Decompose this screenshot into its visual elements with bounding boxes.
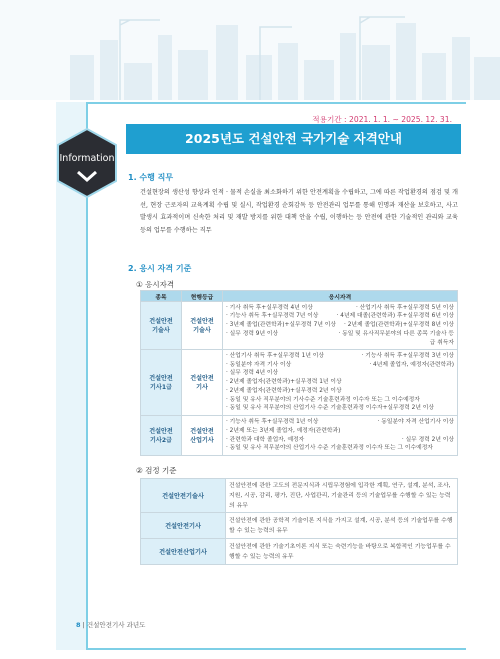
row-field: 건설안전 기사2급 (141, 416, 182, 456)
criteria-key: 건설안전기술사 (141, 479, 226, 513)
application-period: 적용기간 : 2021. 1. 1. ~ 2025. 12. 31. (312, 115, 452, 124)
row-field: 건설안전 기사1급 (141, 350, 182, 416)
table-row (141, 513, 458, 539)
page-title: 2025년도 건설안전 국가기술 자격안내 (185, 131, 402, 146)
qualification-item: · 산업기사 취득 후+실무경력 1년 이상 (226, 352, 324, 359)
section1-text: 건설현장의 생산성 향상과 인적 · 물적 손실을 최소화하기 위한 안전계획을 수립하고, 그에 따른 작업환경의 점검 및 개선, 현장 근로자의 교육계획 수립 및 실시, 작업환경 순회감독 등 안전관리 업무를 통해 인명과 재산을 보호하고, 사고 발생시 효과적이며 신속한 처리 및 재발 방지를 위한 대책 안을 수립, 이행하는 등 안전에 관한 기술적인 관리와 교육 등의 업무를 수행하는 직무 (140, 189, 458, 234)
qualification-item: · 동일분야 자격 기사 이상 (226, 361, 292, 368)
row-field: 건설안전 기술사 (141, 302, 182, 350)
qualification-item: · 실무 경력 4년 이상 (226, 370, 279, 377)
title-bar (126, 124, 461, 154)
footer-separator: | (80, 621, 87, 629)
qualification-item: · 2년제 졸업자(관련학과)+실무경력 1년 이상 (226, 379, 342, 386)
page-number: 8 (76, 621, 81, 629)
criteria-table (140, 478, 458, 565)
qualification-item: · 실무 경력 9년 이상 (226, 330, 279, 337)
qualification-item: · 4년제 졸업자, 예정자(관련학과) (369, 361, 454, 368)
row-grade: 건설안전 기사 (182, 350, 223, 416)
qualification-item: · 동일분야 자격 산업기사 이상 (377, 418, 454, 425)
qualification-item: · 2년제 졸업(관련학과)+실무경력 8년 이상 (344, 322, 454, 329)
row-qualifications (223, 302, 458, 350)
table-row (141, 416, 458, 456)
row-grade: 건설안전 산업기사 (182, 416, 223, 456)
qualification-item: · 기능사 취득 후+실무경력 1년 이상 (226, 418, 319, 425)
qualification-item: · 2년제 또는 3년제 졸업자, 예정자(관련학과) (226, 427, 341, 434)
qualification-item: · 4년제 대졸(관련학과) 후+실무경력 6년 이상 (336, 313, 454, 320)
header-qualification: 응시자격 (223, 291, 458, 302)
qualification-item: · 기능사 취득 후+실무경력 7년 이상 (226, 313, 319, 320)
qualification-item: 급 취득자 (429, 339, 454, 346)
criteria-value: 건설안전에 관한 고도의 전문지식과 시립무경험에 입각한 계획, 연구, 설계, 분석, 조사, 지원, 시공, 감리, 평가, 진단, 사업관리, 기술관리 등의 기술업무를 수행할 수 있는 능력의 유무 (226, 479, 458, 513)
qualification-item: · 동일 및 유사 직무분야의 산업기사 수준 기술훈련과정 이수자 또는 그 이수예정자 (226, 445, 433, 452)
qualification-item: · 기능사 취득 후+실무경력 3년 이상 (361, 352, 454, 359)
table-row (141, 479, 458, 513)
qualification-item: · 관련학과 대학 졸업자, 예정자 (226, 436, 305, 443)
qualification-item: · 동일 및 유사 직무분야의 산업기사 수준 기술훈련과정 이수자+실무경력 2년 이상 (226, 405, 435, 412)
qualification-item: · 동일 및 유사 직무분야의 기사수준 기술훈련과정 이수자 또는 그 이수예정자 (226, 396, 420, 403)
book-title: 건설안전기사 과년도 (86, 621, 146, 629)
header-grade: 현행등급 (182, 291, 223, 302)
row-grade: 건설안전 기술사 (182, 302, 223, 350)
row-qualifications (223, 350, 458, 416)
table-row (141, 350, 458, 416)
table-header-row (141, 291, 458, 302)
qualification-item: · 동일 및 유사직무분야의 다른 종목 기술사 등 (338, 330, 454, 337)
qualification-item: · 2년제 졸업자(관련학과)+실무경력 2년 이상 (226, 387, 342, 394)
criteria-key: 건설안전산업기사 (141, 539, 226, 565)
criteria-value: 건설안전에 관한 기술기초이론 지식 또는 숙련기능을 바탕으로 복합적인 기능업무를 수행할 수 있는 능력의 유무 (226, 539, 458, 565)
qualification-item: · 3년제 졸업(관련학과)+실무경력 7년 이상 (226, 322, 336, 329)
table-row (141, 302, 458, 350)
badge-label: Information (59, 153, 115, 164)
page-footer (76, 620, 145, 629)
header-field: 종목 (141, 291, 182, 302)
table-row (141, 539, 458, 565)
criteria-key: 건설안전기사 (141, 513, 226, 539)
qualification-table (140, 290, 458, 456)
cityscape-illustration (60, 15, 500, 100)
qualification-item: · 실무 경력 2년 이상 (401, 436, 454, 443)
section2-heading: 2. 응시 자격 기준 (128, 264, 192, 273)
section1-heading: 1. 수행 직무 (128, 173, 174, 182)
qualification-item: · 산업기사 취득 후+실무경력 5년 이상 (356, 304, 454, 311)
criteria-value: 건설안전에 관한 공학적 기술이론 지식을 가지고 설계, 시공, 분석 등의 기술업무를 수행할 수 있는 능력의 유무 (226, 513, 458, 539)
criteria-subheading: ② 검정 기준 (136, 466, 177, 475)
qualification-subheading: ① 응시자격 (136, 280, 175, 289)
qualification-item: · 기사 취득 후+실무경력 4년 이상 (226, 304, 313, 311)
row-qualifications (223, 416, 458, 456)
